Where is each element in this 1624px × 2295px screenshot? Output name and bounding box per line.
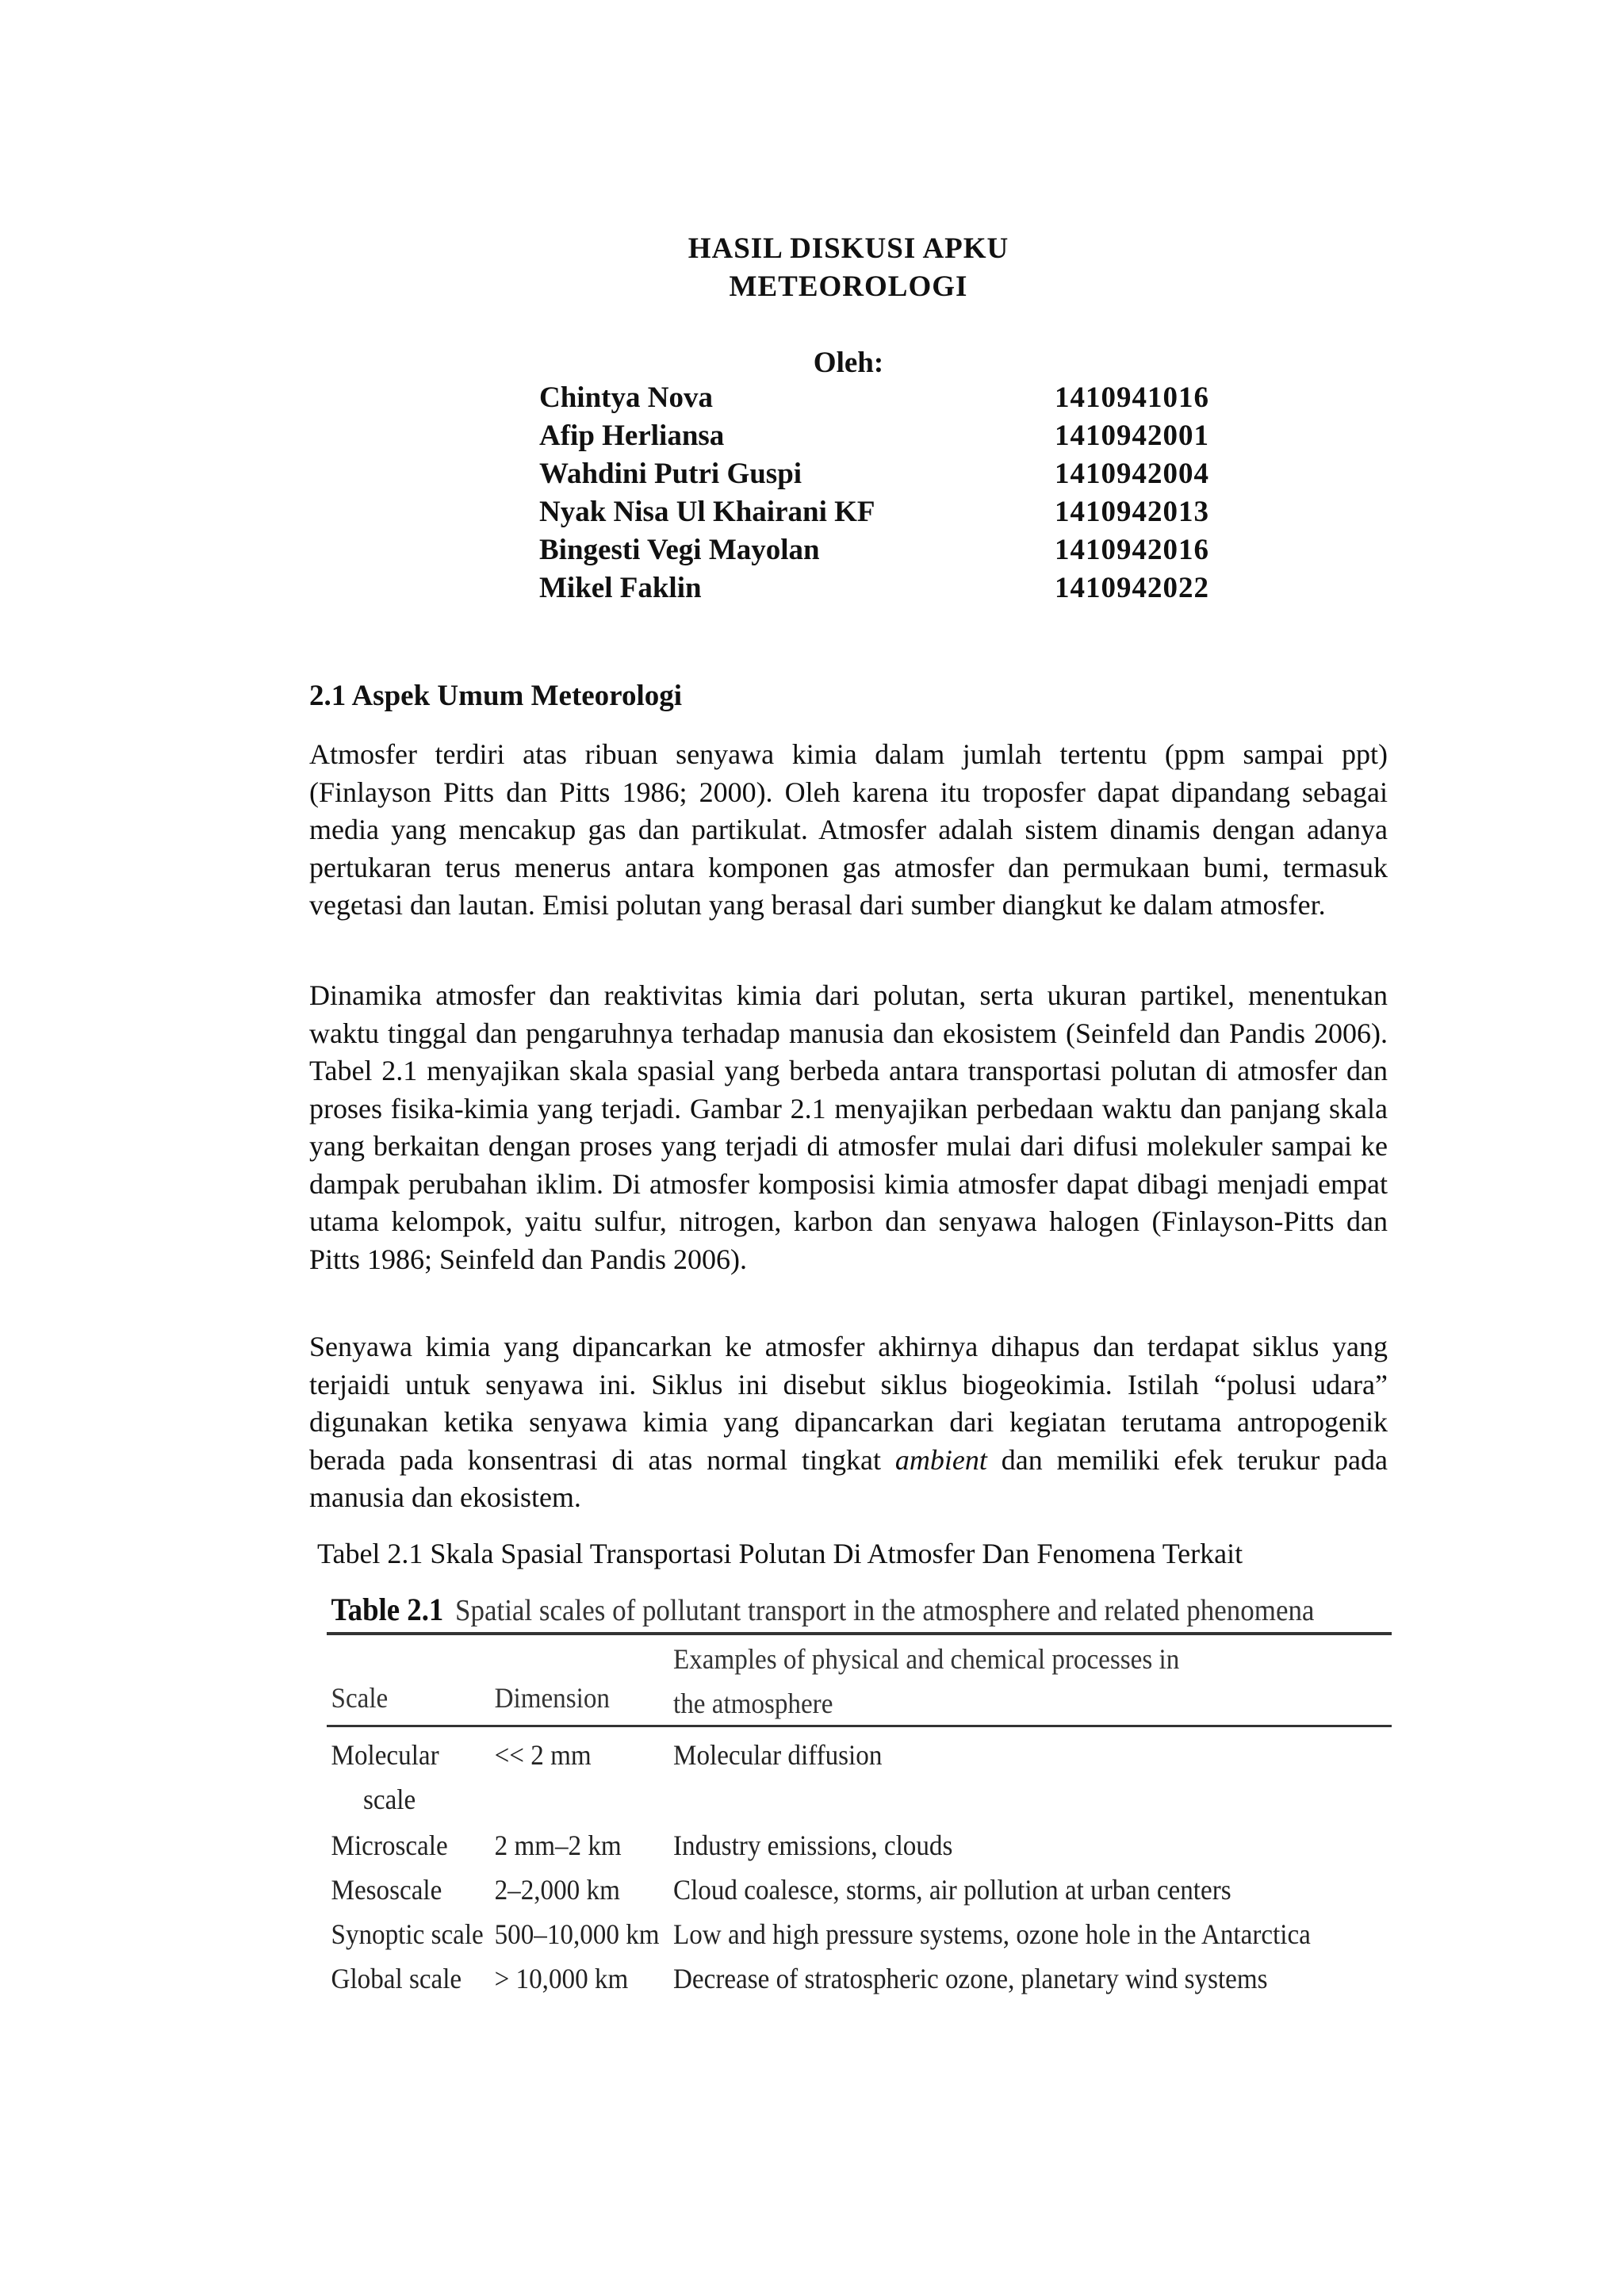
cell-dimension: 2–2,000 km [494,1874,620,1906]
table-top-rule [327,1632,1392,1635]
author-id: 1410942022 [1055,572,1209,604]
author-name: Nyak Nisa Ul Khairani KF [539,496,875,528]
author-row [539,419,1253,457]
document-subtitle: METEOROLOGI [729,270,968,303]
cell-dimension: << 2 mm [494,1739,592,1771]
cell-scale: Global scale [331,1963,462,1994]
author-row [539,381,1253,419]
cell-scale: Synoptic scale [331,1918,484,1950]
author-row [539,457,1253,495]
cell-scale: Microscale [331,1829,448,1861]
column-header-scale: Scale [331,1682,389,1714]
section-heading: 2.1 Aspek Umum Meteorologi [309,680,682,712]
cell-example: Decrease of stratospheric ozone, planetary wind systems [673,1963,1268,1994]
author-name: Bingesti Vegi Mayolan [539,534,820,566]
table-image-label: Table 2.1 [331,1592,444,1627]
author-id: 1410942001 [1055,420,1209,452]
author-row [539,495,1253,533]
author-list [539,381,1253,609]
author-name: Afip Herliansa [539,420,725,452]
cell-scale-continued: scale [363,1784,416,1815]
author-row [539,533,1253,571]
author-intro: Oleh: [813,347,884,379]
paragraph-3 [309,1328,1388,1517]
paragraph-2: Dinamika atmosfer dan reaktivitas kimia dari polutan, serta ukuran partikel, menentukan waktu tinggal dan pengaruhnya terhadap manusia dan ekosistem (Seinfeld dan Pandis 2006). Tabel 2.1 menyajikan skala spasial yang berbeda antara transportasi polutan di atmosfer dan proses fisika-kimia yang terjadi. Gambar 2.1 menyajikan perbedaan waktu dan panjang skala yang berkaitan dengan proses yang terjadi di atmosfer mulai dari difusi molekuler sampai ke dampak perubahan iklim. Di atmosfer komposisi kimia atmosfer dapat dibagi menjadi empat utama kelompok, yaitu sulfur, nitrogen, karbon dan senyawa halogen (Finlayson-Pitts dan Pitts 1986; Seinfeld dan Pandis 2006). [309,979,1388,1275]
cell-example: Industry emissions, clouds [673,1829,953,1861]
cell-example: Molecular diffusion [673,1739,883,1771]
cell-dimension: 2 mm–2 km [494,1829,622,1861]
author-id: 1410942013 [1055,496,1209,528]
author-name: Wahdini Putri Guspi [539,458,802,490]
table-image [327,1586,1315,2030]
cell-dimension: 500–10,000 km [494,1918,660,1950]
author-id: 1410941016 [1055,381,1209,414]
author-id: 1410942004 [1055,458,1209,490]
table-header-rule [327,1725,1392,1727]
author-row [539,571,1253,609]
author-name: Mikel Faklin [539,572,702,604]
paragraph-3-text-start: Senyawa kimia yang dipancarkan ke atmosfer akhirnya dihapus dan terdapat siklus yang terjaidi untuk senyawa ini. Siklus ini disebut siklus biogeokimia. Istilah “polusi udara” digunakan ketika senyawa kimia yang dipancarkan dari kegiatan terutama antropogenik berada pada konsentrasi di atas normal tingkat [309,1331,1388,1476]
table-image-title-text: Spatial scales of pollutant transport in the atmosphere and related phenomena [455,1594,1315,1627]
author-name: Chintya Nova [539,381,713,414]
column-header-dimension: Dimension [494,1682,610,1714]
cell-scale: Mesoscale [331,1874,442,1906]
cell-example: Cloud coalesce, storms, air pollution at urban centers [673,1874,1231,1906]
document-title: HASIL DISKUSI APKU [688,232,1009,265]
paragraph-1: Atmosfer terdiri atas ribuan senyawa kimia dalam jumlah tertentu (ppm sampai ppt) (Finlayson Pitts dan Pitts 1986; 2000). Oleh karena itu troposfer dapat dipandang sebagai media yang mencakup gas dan partikulat. Atmosfer adalah sistem dinamis dengan adanya pertukaran terus menerus antara komponen gas atmosfer dan permukaan bumi, termasuk vegetasi dan lautan. Emisi polutan yang berasal dari sumber diangkut ke dalam atmosfer. [309,738,1388,921]
column-header-examples: Examples of physical and chemical processes in the atmosphere [673,1643,1180,1719]
paragraph-3-text-end: dan memiliki efek terukur pada manusia dan ekosistem. [309,1443,1388,1513]
table-caption: Tabel 2.1 Skala Spasial Transportasi Polutan Di Atmosfer Dan Fenomena Terkait [317,1538,1243,1569]
table-image-title [331,1591,1315,1628]
paragraph-3-italic-term: ambient [894,1443,987,1476]
cell-example: Low and high pressure systems, ozone hole in the Antarctica [673,1918,1311,1950]
cell-scale: Molecular [331,1739,439,1771]
cell-dimension: > 10,000 km [494,1963,629,1994]
author-id: 1410942016 [1055,534,1209,566]
